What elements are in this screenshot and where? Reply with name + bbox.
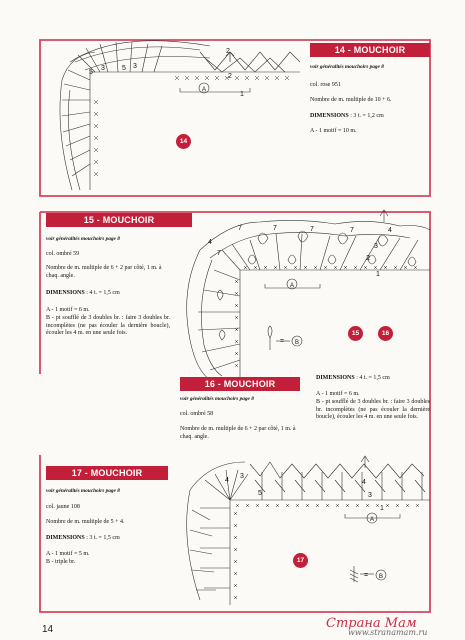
section-14-dims-label: DIMENSIONS	[310, 113, 349, 119]
diagram-17	[187, 456, 430, 605]
watermark-url: www.stranamam.ru	[348, 628, 428, 637]
motif-label-15: A	[289, 283, 295, 289]
svg-text:1: 1	[240, 91, 244, 98]
svg-text:3: 3	[368, 492, 372, 499]
diagram-14-labels	[89, 48, 244, 98]
section-14-stitch: Nombre de m. multiple de 10 + 6.	[310, 97, 392, 103]
section-17-dims-label: DIMENSIONS	[46, 535, 85, 541]
watermark-main: Страна Мам	[326, 616, 417, 631]
section-14-color: col. rose 951	[310, 82, 341, 88]
section-16-dims-value: : 4 t. = 1,5 cm	[354, 375, 390, 381]
svg-text:5: 5	[122, 65, 126, 72]
section-17-dims-value: : 3 t. = 1,5 cm	[84, 535, 120, 541]
section-17-general: voir généralités mouchoirs page 8	[46, 488, 120, 494]
svg-text:4: 4	[208, 239, 212, 246]
svg-text:5: 5	[89, 69, 93, 76]
svg-text:4: 4	[362, 479, 366, 486]
svg-text:7: 7	[310, 226, 314, 233]
section-16-badge: 16	[378, 326, 393, 341]
section-15-dims-value: : 4 t. = 1,5 cm	[84, 290, 120, 296]
motif-label-17: A	[369, 517, 375, 523]
svg-text:2: 2	[366, 255, 370, 262]
section-16-stitch: Nombre de m. multiple de 6 + 2 par côté, 1 m. à chaq. angle.	[180, 426, 296, 440]
section-15-dims-label: DIMENSIONS	[46, 290, 85, 296]
page-number: 14	[42, 624, 54, 635]
section-17-legend-b: B - triple br.	[46, 559, 76, 565]
svg-text:4: 4	[388, 227, 392, 234]
svg-text:1: 1	[376, 271, 380, 278]
svg-text:2: 2	[226, 48, 230, 55]
section-14-dims	[310, 113, 428, 121]
diagram-15-16	[187, 210, 430, 380]
bloom-label-15: B	[294, 340, 300, 346]
svg-text:3: 3	[374, 243, 378, 250]
section-16-legend-a: A - 1 motif = 6 m.	[316, 391, 360, 397]
section-15-legend-b: B - pt soufflé de 3 doubles br. : faire 3 doubles br. incomplètes (ne pas écouler la dernière boucle), écouler les 4 m. en une seule fois.	[46, 315, 170, 337]
section-15-title: 15 - MOUCHOIR	[46, 213, 192, 227]
section-16-legend-b: B - pt soufflé de 3 doubles br. : faire 3 doubles br. incomplètes (ne pas écouler la dernière boucle), écouler les 4 m. en une seule fois.	[316, 399, 430, 421]
svg-text:3: 3	[101, 65, 105, 72]
section-16-dims-label: DIMENSIONS	[316, 375, 355, 381]
svg-text:7: 7	[217, 250, 221, 257]
svg-text:3: 3	[133, 63, 137, 70]
section-14-dims-value: : 3 t. = 1,2 cm	[348, 113, 384, 119]
section-16-dims	[316, 375, 430, 383]
section-17-legend-a: A - 1 motif = 5 m.	[46, 551, 90, 557]
section-14-legend: A - 1 motif = 10 m.	[310, 128, 357, 134]
section-17-stitch: Nombre de m. multiple de 5 + 4.	[46, 519, 125, 525]
diagram-17-labels	[225, 473, 384, 512]
section-14-general: voir généralités mouchoirs page 8	[310, 64, 384, 70]
triple-equals-17: =	[364, 572, 369, 579]
svg-text:2: 2	[228, 73, 232, 80]
section-15-dims	[46, 290, 186, 298]
section-17-dims	[46, 535, 176, 543]
svg-text:1: 1	[380, 505, 384, 512]
section-15-legend-a: A - 1 motif = 6 m.	[46, 307, 90, 313]
watermark	[326, 616, 427, 637]
section-16-title: 16 - MOUCHOIR	[180, 377, 300, 391]
svg-text:4: 4	[225, 477, 229, 484]
diagram-14	[60, 41, 300, 190]
section-14-badge: 14	[176, 134, 191, 149]
svg-text:7: 7	[273, 225, 277, 232]
triple-label-17: B	[378, 574, 384, 580]
section-16-general: voir généralités mouchoirs page 8	[180, 396, 254, 402]
section-15-general: voir généralités mouchoirs page 8	[46, 236, 120, 242]
section-17-title: 17 - MOUCHOIR	[46, 466, 168, 480]
section-15-color: col. ombré 59	[46, 251, 80, 257]
motif-label-14: A	[201, 87, 207, 93]
section-17-badge: 17	[293, 553, 308, 568]
section-15-badge: 15	[348, 326, 363, 341]
section-14-title: 14 - MOUCHOIR	[310, 43, 430, 57]
bloom-equals-15: =	[280, 338, 285, 345]
section-16-color: col. ombré 58	[180, 411, 214, 417]
section-15-stitch: Nombre de m. multiple de 6 + 2 par côté, 1 m. à chaq. angle.	[46, 265, 162, 279]
svg-text:7: 7	[238, 225, 242, 232]
svg-text:7: 7	[350, 227, 354, 234]
svg-text:3: 3	[240, 473, 244, 480]
section-17-color: col. jaune 108	[46, 504, 80, 510]
svg-text:5: 5	[258, 490, 262, 497]
